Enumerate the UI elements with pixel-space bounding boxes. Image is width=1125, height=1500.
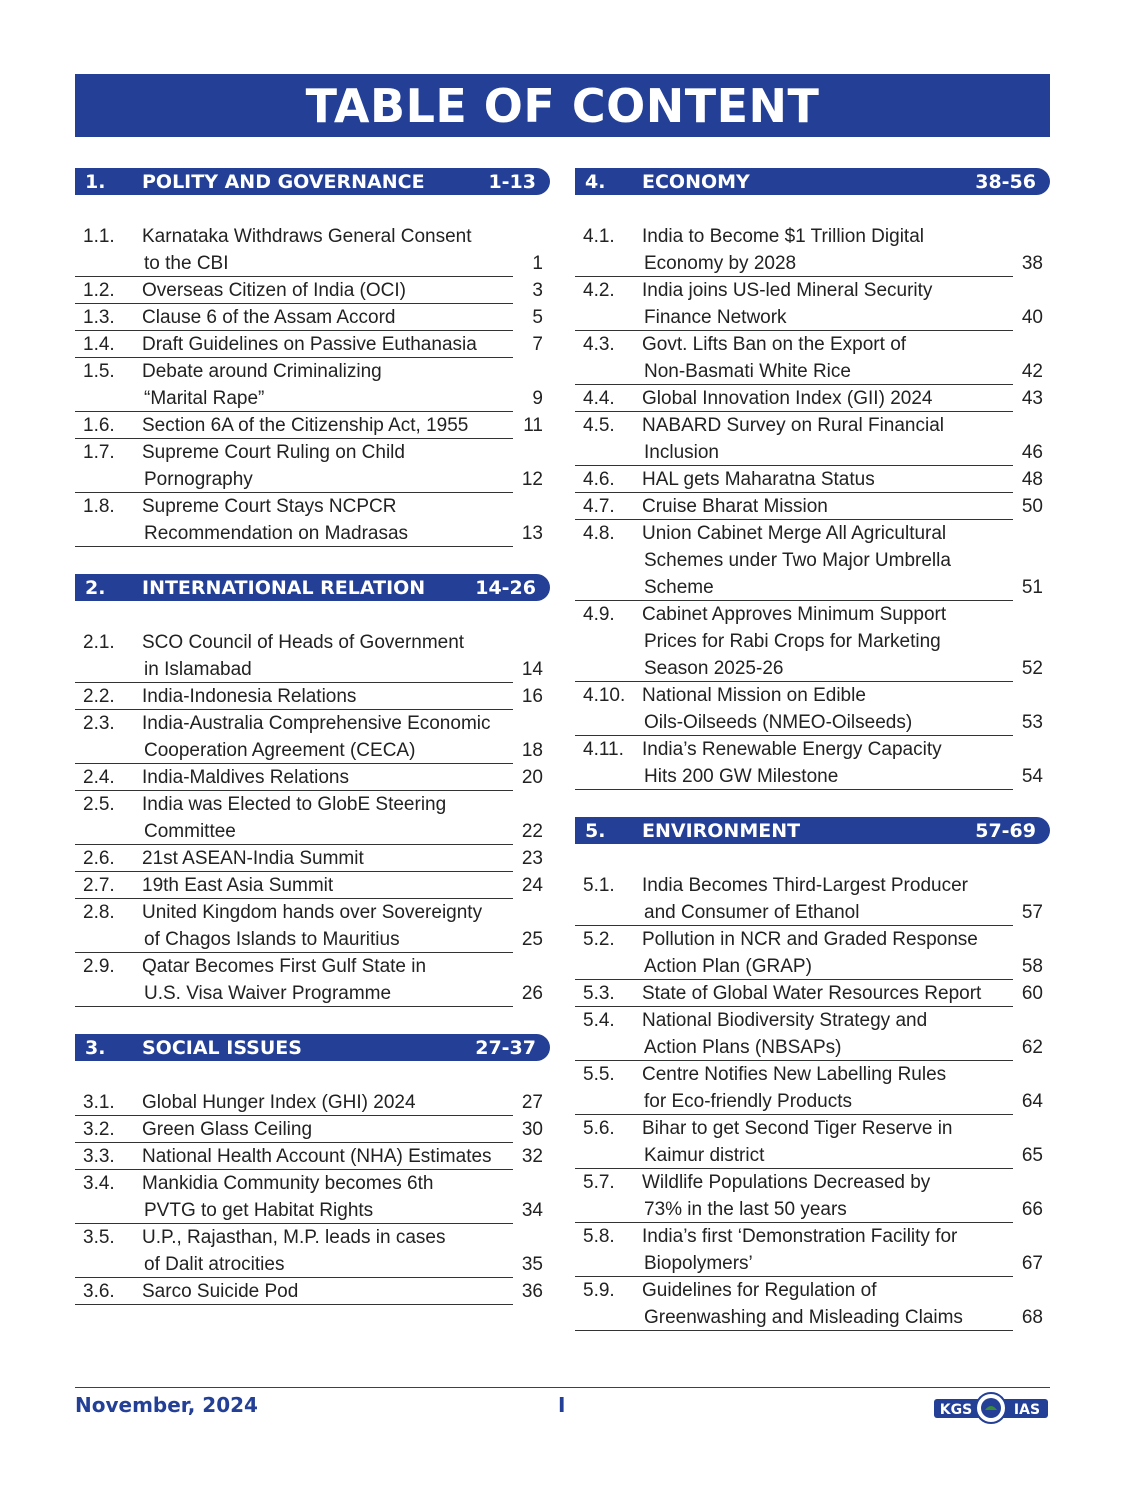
toc-entry[interactable] — [575, 1277, 1050, 1331]
section-number: 1. — [85, 171, 106, 193]
entry-underline — [575, 789, 1013, 790]
entry-page-number: 66 — [1021, 1199, 1043, 1220]
entry-title-line: India joins US-led Mineral Security — [642, 280, 933, 301]
entry-title-line: Global Innovation Index (GII) 2024 — [642, 388, 933, 409]
toc-entry[interactable] — [575, 493, 1050, 520]
entry-title-line: Clause 6 of the Assam Accord — [142, 307, 396, 328]
entry-number: 1.5. — [83, 361, 115, 382]
entry-number: 4.10. — [583, 685, 626, 706]
section-page-range: 1-13 — [488, 171, 536, 193]
entry-number: 2.4. — [83, 767, 115, 788]
entry-page-number: 3 — [532, 280, 543, 301]
section-title: SOCIAL ISSUES — [142, 1037, 302, 1059]
entry-title-line: Pornography — [144, 469, 253, 490]
entry-title-line: Supreme Court Stays NCPCR — [142, 496, 397, 517]
entry-title-line: Cruise Bharat Mission — [642, 496, 828, 517]
entry-number: 2.3. — [83, 713, 115, 734]
entry-number: 3.3. — [83, 1146, 115, 1167]
page-title: TABLE OF CONTENT — [305, 78, 820, 133]
entry-underline — [75, 1006, 513, 1007]
entry-title-line: Committee — [144, 821, 236, 842]
entry-number: 4.3. — [583, 334, 615, 355]
entry-page-number: 14 — [521, 659, 543, 680]
entry-page-number: 5 — [532, 307, 543, 328]
entry-page-number: 42 — [1021, 361, 1043, 382]
entry-page-number: 18 — [521, 740, 543, 761]
entry-number: 1.1. — [83, 226, 115, 247]
entry-title-line: Oils-Oilseeds (NMEO-Oilseeds) — [644, 712, 913, 733]
entry-number: 4.4. — [583, 388, 615, 409]
entry-title-line: PVTG to get Habitat Rights — [144, 1200, 374, 1221]
toc-entry[interactable] — [75, 872, 550, 899]
toc-entry[interactable] — [75, 439, 550, 493]
entry-number: 2.1. — [83, 632, 115, 653]
entry-number: 2.7. — [83, 875, 115, 896]
entry-number: 2.5. — [83, 794, 115, 815]
entry-title-line: to the CBI — [144, 253, 229, 274]
entry-title-line: of Dalit atrocities — [144, 1254, 285, 1275]
footer-page-number: I — [558, 1393, 566, 1417]
section-title: ECONOMY — [642, 171, 750, 193]
toc-entry[interactable] — [575, 1169, 1050, 1223]
toc-entry[interactable] — [575, 1115, 1050, 1169]
entry-page-number: 57 — [1021, 902, 1043, 923]
entry-page-number: 58 — [1021, 956, 1043, 977]
entry-page-number: 26 — [521, 983, 543, 1004]
section-header[interactable] — [575, 817, 1050, 844]
entry-title-line: India was Elected to GlobE Steering — [142, 794, 447, 815]
toc-entry[interactable] — [75, 331, 550, 358]
toc-entry[interactable] — [575, 872, 1050, 926]
entry-title-line: Union Cabinet Merge All Agricultural — [642, 523, 947, 544]
entry-number: 3.5. — [83, 1227, 115, 1248]
section-header[interactable] — [75, 168, 550, 195]
toc-entry[interactable] — [575, 331, 1050, 385]
entry-number: 1.2. — [83, 280, 115, 301]
entry-page-number: 23 — [521, 848, 543, 869]
toc-entry[interactable] — [75, 683, 550, 710]
entry-number: 4.6. — [583, 469, 615, 490]
title-banner — [75, 74, 1050, 137]
entry-page-number: 60 — [1021, 983, 1043, 1004]
entry-number: 5.4. — [583, 1010, 615, 1031]
toc-entry[interactable] — [75, 277, 550, 304]
section-title: INTERNATIONAL RELATION — [142, 577, 426, 599]
entry-page-number: 54 — [1021, 766, 1043, 787]
entry-title-line: Debate around Criminalizing — [142, 361, 382, 382]
entry-page-number: 36 — [521, 1281, 543, 1302]
entry-page-number: 35 — [521, 1254, 543, 1275]
entry-number: 5.9. — [583, 1280, 615, 1301]
entry-number: 2.2. — [83, 686, 115, 707]
entry-number: 5.5. — [583, 1064, 615, 1085]
entry-title-line: Biopolymers’ — [644, 1253, 753, 1274]
entry-underline — [75, 546, 513, 547]
entry-number: 1.7. — [83, 442, 115, 463]
toc-entry[interactable] — [75, 845, 550, 872]
entry-underline — [75, 1304, 513, 1305]
entry-title-line: Cabinet Approves Minimum Support — [642, 604, 947, 625]
section-page-range: 27-37 — [475, 1037, 536, 1059]
section-number: 2. — [85, 577, 106, 599]
entry-title-line: United Kingdom hands over Sovereignty — [142, 902, 483, 923]
entry-page-number: 40 — [1021, 307, 1043, 328]
section-title: POLITY AND GOVERNANCE — [142, 171, 425, 193]
toc-entry[interactable] — [575, 412, 1050, 466]
toc-entry[interactable] — [75, 899, 550, 953]
entry-page-number: 1 — [532, 253, 543, 274]
entry-page-number: 32 — [521, 1146, 543, 1167]
entry-title-line: Action Plans (NBSAPs) — [644, 1037, 842, 1058]
entry-number: 5.1. — [583, 875, 615, 896]
entry-title-line: Wildlife Populations Decreased by — [642, 1172, 931, 1193]
section-header[interactable] — [75, 1034, 550, 1061]
entry-title-line: Bihar to get Second Tiger Reserve in — [642, 1118, 953, 1139]
entry-title-line: Green Glass Ceiling — [142, 1119, 313, 1140]
entry-page-number: 65 — [1021, 1145, 1043, 1166]
section-page-range: 57-69 — [975, 820, 1036, 842]
entry-title-line: “Marital Rape” — [144, 388, 265, 409]
entry-number: 5.8. — [583, 1226, 615, 1247]
entry-title-line: Schemes under Two Major Umbrella — [644, 550, 951, 571]
entry-page-number: 46 — [1021, 442, 1043, 463]
entry-title-line: 21st ASEAN-India Summit — [142, 848, 364, 869]
entry-title-line: Cooperation Agreement (CECA) — [144, 740, 416, 761]
entry-page-number: 48 — [1021, 469, 1043, 490]
entry-title-line: India Becomes Third-Largest Producer — [642, 875, 968, 896]
entry-number: 3.1. — [83, 1092, 115, 1113]
toc-entry[interactable] — [75, 493, 550, 547]
entry-title-line: 73% in the last 50 years — [644, 1199, 847, 1220]
section-number: 3. — [85, 1037, 106, 1059]
footer-date: November, 2024 — [75, 1393, 258, 1417]
toc-entry[interactable] — [75, 223, 550, 277]
entry-page-number: 30 — [521, 1119, 543, 1140]
entry-title-line: in Islamabad — [144, 659, 252, 680]
toc-entry[interactable] — [75, 1278, 550, 1305]
entry-title-line: Mankidia Community becomes 6th — [142, 1173, 434, 1194]
entry-title-line: India-Maldives Relations — [142, 767, 349, 788]
toc-entry[interactable] — [75, 629, 550, 683]
entry-page-number: 16 — [521, 686, 543, 707]
entry-title-line: Action Plan (GRAP) — [644, 956, 812, 977]
entry-number: 4.1. — [583, 226, 615, 247]
entry-number: 5.3. — [583, 983, 615, 1004]
entry-title-line: Kaimur district — [644, 1145, 765, 1166]
entry-number: 4.2. — [583, 280, 615, 301]
toc-entry[interactable] — [75, 1170, 550, 1224]
entry-number: 5.2. — [583, 929, 615, 950]
entry-title-line: Economy by 2028 — [644, 253, 797, 274]
entry-title-line: Inclusion — [644, 442, 719, 463]
entry-title-line: India to Become $1 Trillion Digital — [642, 226, 924, 247]
toc-entry[interactable] — [75, 953, 550, 1007]
entry-title-line: India-Indonesia Relations — [142, 686, 357, 707]
toc-entry[interactable] — [575, 736, 1050, 790]
entry-number: 4.5. — [583, 415, 615, 436]
entry-page-number: 38 — [1021, 253, 1043, 274]
section-page-range: 14-26 — [475, 577, 536, 599]
entry-page-number: 51 — [1021, 577, 1043, 598]
kgs-ias-logo — [932, 1390, 1050, 1426]
toc-entry[interactable] — [75, 764, 550, 791]
entry-title-line: Global Hunger Index (GHI) 2024 — [142, 1092, 416, 1113]
entry-number: 3.4. — [83, 1173, 115, 1194]
entry-title-line: HAL gets Maharatna Status — [642, 469, 875, 490]
entry-title-line: U.P., Rajasthan, M.P. leads in cases — [142, 1227, 446, 1248]
toc-entry[interactable] — [575, 385, 1050, 412]
svg-text:KGS: KGS — [939, 1402, 973, 1418]
entry-page-number: 25 — [521, 929, 543, 950]
toc-entry[interactable] — [75, 1089, 550, 1116]
entry-title-line: State of Global Water Resources Report — [642, 983, 982, 1004]
toc-entry[interactable] — [75, 710, 550, 764]
entry-number: 4.8. — [583, 523, 615, 544]
entry-title-line: Sarco Suicide Pod — [142, 1281, 299, 1302]
entry-page-number: 34 — [521, 1200, 543, 1221]
toc-entry[interactable] — [575, 980, 1050, 1007]
toc-entry[interactable] — [75, 1224, 550, 1278]
entry-number: 1.3. — [83, 307, 115, 328]
toc-entry[interactable] — [75, 412, 550, 439]
entry-number: 4.7. — [583, 496, 615, 517]
entry-title-line: Non-Basmati White Rice — [644, 361, 851, 382]
entry-page-number: 13 — [521, 523, 543, 544]
svg-text:IAS: IAS — [1013, 1402, 1041, 1418]
entry-title-line: Scheme — [644, 577, 714, 598]
entry-title-line: Finance Network — [644, 307, 787, 328]
entry-title-line: Govt. Lifts Ban on the Export of — [642, 334, 907, 355]
entry-number: 5.6. — [583, 1118, 615, 1139]
entry-page-number: 20 — [521, 767, 543, 788]
toc-entry[interactable] — [575, 1223, 1050, 1277]
entry-title-line: Greenwashing and Misleading Claims — [644, 1307, 963, 1328]
toc-entry[interactable] — [575, 277, 1050, 331]
section-header[interactable] — [575, 168, 1050, 195]
entry-title-line: National Mission on Edible — [642, 685, 866, 706]
entry-title-line: Qatar Becomes First Gulf State in — [142, 956, 427, 977]
entry-page-number: 67 — [1021, 1253, 1043, 1274]
entry-page-number: 12 — [521, 469, 543, 490]
entry-page-number: 53 — [1021, 712, 1043, 733]
entry-title-line: Draft Guidelines on Passive Euthanasia — [142, 334, 477, 355]
toc-entry[interactable] — [575, 223, 1050, 277]
entry-title-line: 19th East Asia Summit — [142, 875, 334, 896]
toc-entry[interactable] — [575, 682, 1050, 736]
entry-title-line: Recommendation on Madrasas — [144, 523, 409, 544]
entry-title-line: Overseas Citizen of India (OCI) — [142, 280, 406, 301]
entry-page-number: 62 — [1021, 1037, 1043, 1058]
toc-entry[interactable] — [575, 520, 1050, 601]
entry-page-number: 22 — [521, 821, 543, 842]
entry-title-line: Guidelines for Regulation of — [642, 1280, 877, 1301]
entry-number: 4.9. — [583, 604, 615, 625]
entry-number: 3.2. — [83, 1119, 115, 1140]
section-header[interactable] — [75, 574, 550, 601]
entry-page-number: 9 — [532, 388, 543, 409]
toc-entry[interactable] — [75, 791, 550, 845]
entry-number: 1.6. — [83, 415, 115, 436]
entry-underline — [575, 1330, 1013, 1331]
entry-title-line: India’s Renewable Energy Capacity — [642, 739, 942, 760]
toc-entry[interactable] — [575, 466, 1050, 493]
entry-number: 2.9. — [83, 956, 115, 977]
entry-page-number: 27 — [521, 1092, 543, 1113]
entry-title-line: Karnataka Withdraws General Consent — [142, 226, 472, 247]
entry-title-line: NABARD Survey on Rural Financial — [642, 415, 945, 436]
entry-title-line: Section 6A of the Citizenship Act, 1955 — [142, 415, 469, 436]
entry-title-line: U.S. Visa Waiver Programme — [144, 983, 392, 1004]
entry-page-number: 50 — [1021, 496, 1043, 517]
entry-title-line: India-Australia Comprehensive Economic — [142, 713, 491, 734]
toc-entry[interactable] — [575, 601, 1050, 682]
toc-entry[interactable] — [75, 1116, 550, 1143]
entry-page-number: 68 — [1021, 1307, 1043, 1328]
section-page-range: 38-56 — [975, 171, 1036, 193]
toc-entry[interactable] — [575, 1061, 1050, 1115]
footer-divider — [75, 1387, 1050, 1388]
entry-number: 2.8. — [83, 902, 115, 923]
entry-title-line: National Biodiversity Strategy and — [642, 1010, 928, 1031]
section-number: 4. — [585, 171, 606, 193]
entry-title-line: Hits 200 GW Milestone — [644, 766, 839, 787]
entry-title-line: Centre Notifies New Labelling Rules — [642, 1064, 947, 1085]
entry-page-number: 64 — [1021, 1091, 1043, 1112]
entry-number: 1.4. — [83, 334, 115, 355]
toc-entry[interactable] — [575, 926, 1050, 980]
entry-number: 1.8. — [83, 496, 115, 517]
entry-title-line: and Consumer of Ethanol — [644, 902, 860, 923]
toc-entry[interactable] — [75, 304, 550, 331]
section-number: 5. — [585, 820, 606, 842]
entry-page-number: 7 — [532, 334, 543, 355]
entry-title-line: for Eco-friendly Products — [644, 1091, 853, 1112]
entry-title-line: Supreme Court Ruling on Child — [142, 442, 405, 463]
entry-title-line: SCO Council of Heads of Government — [142, 632, 465, 653]
entry-page-number: 24 — [521, 875, 543, 896]
entry-number: 2.6. — [83, 848, 115, 869]
entry-title-line: Season 2025-26 — [644, 658, 784, 679]
toc-entry[interactable] — [75, 1143, 550, 1170]
section-title: ENVIRONMENT — [642, 820, 801, 842]
entry-title-line: Prices for Rabi Crops for Marketing — [644, 631, 941, 652]
entry-page-number: 11 — [523, 415, 543, 436]
entry-title-line: National Health Account (NHA) Estimates — [142, 1146, 492, 1167]
entry-title-line: Pollution in NCR and Graded Response — [642, 929, 978, 950]
entry-number: 5.7. — [583, 1172, 615, 1193]
toc-entry[interactable] — [575, 1007, 1050, 1061]
entry-title-line: India’s first ‘Demonstration Facility for — [642, 1226, 958, 1247]
entry-page-number: 43 — [1021, 388, 1043, 409]
entry-number: 3.6. — [83, 1281, 115, 1302]
entry-title-line: of Chagos Islands to Mauritius — [144, 929, 400, 950]
entry-number: 4.11. — [583, 739, 624, 760]
entry-page-number: 52 — [1021, 658, 1043, 679]
toc-entry[interactable] — [75, 358, 550, 412]
